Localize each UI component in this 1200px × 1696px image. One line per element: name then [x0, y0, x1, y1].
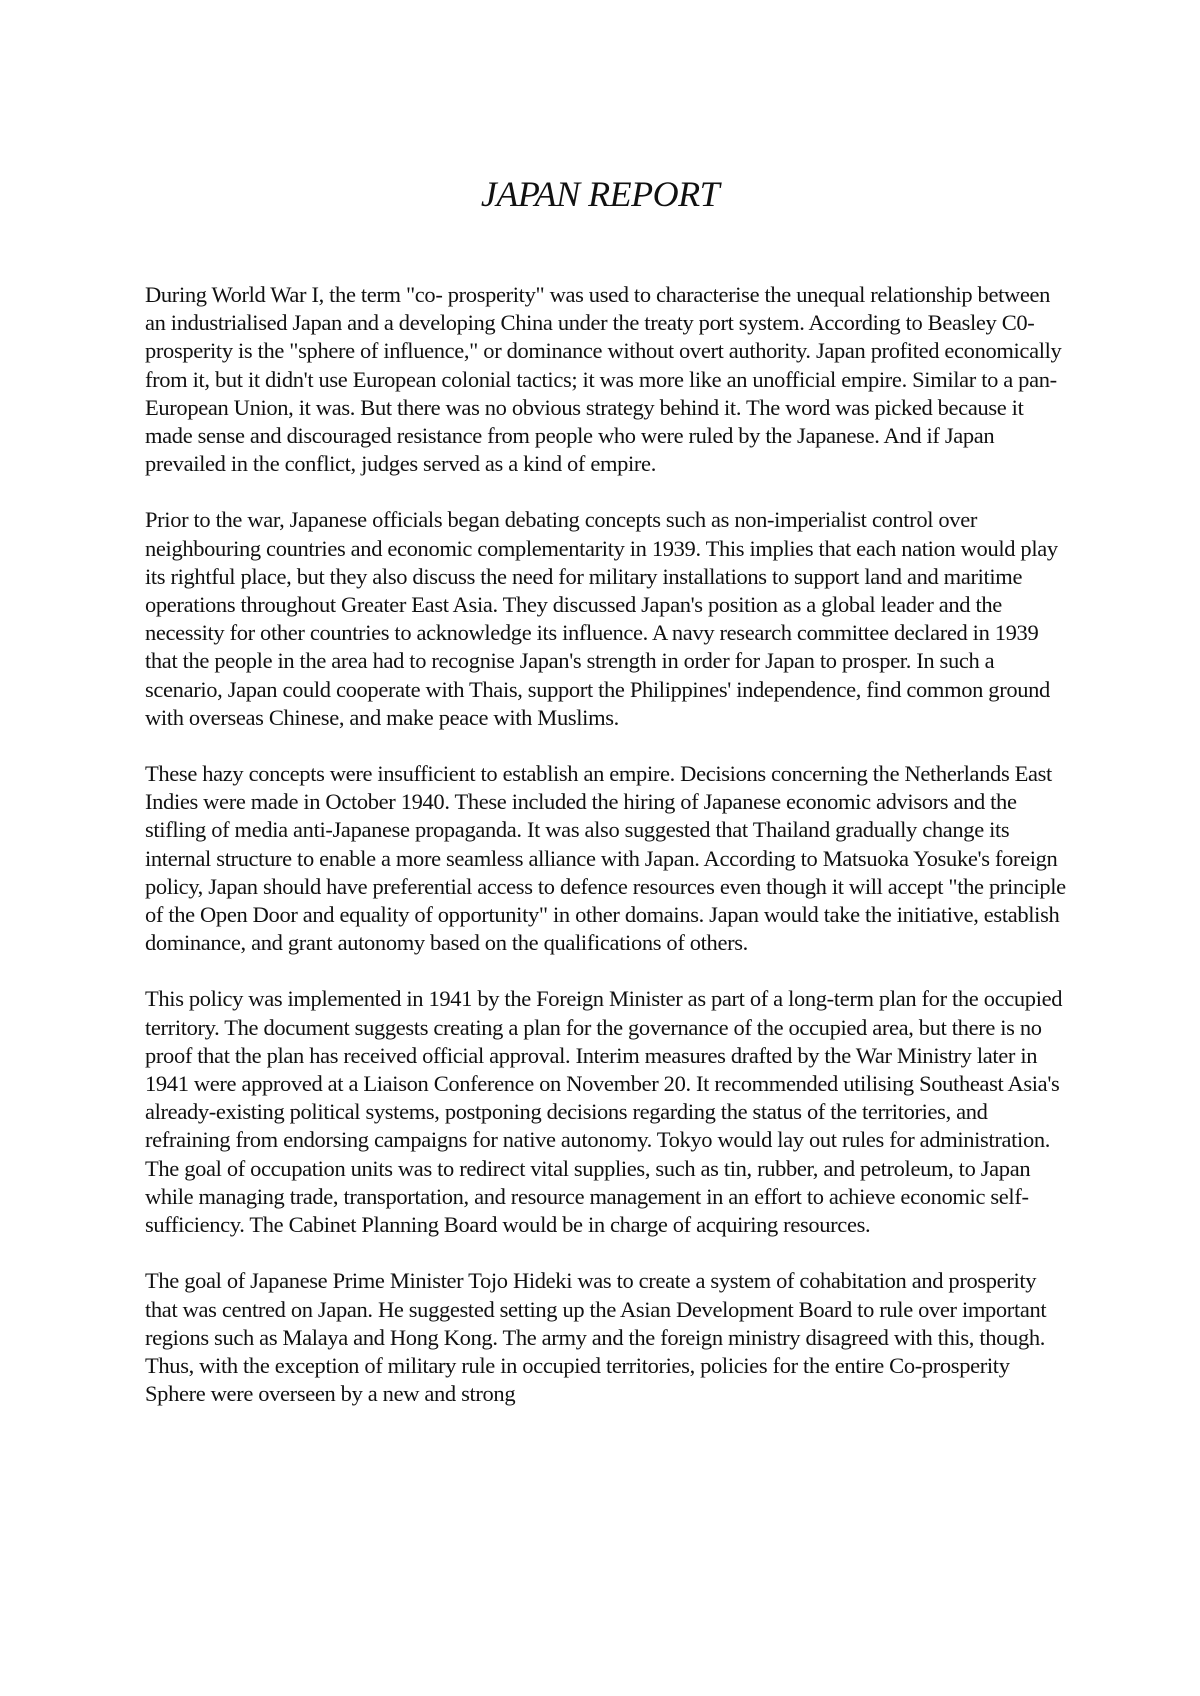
document-body	[145, 281, 1071, 1436]
paragraph-1: During World War I, the term "co- prosperity" was used to characterise the unequal relationship between an industrialised Japan and a developing China under the treaty port system. According to Beasley C0-prosperity is the "sphere of influence," or dominance without overt authority. Japan profited economically from it, but it didn't use European colonial tactics; it was more like an unofficial empire. Similar to a pan-European Union, it was. But there was no obvious strategy behind it. The word was picked because it made sense and discouraged resistance from people who were ruled by the Japanese. And if Japan prevailed in the conflict, judges served as a kind of empire.	[145, 282, 1062, 477]
document-title: JAPAN REPORT	[480, 174, 720, 214]
paragraph-3: These hazy concepts were insufficient to establish an empire. Decisions concerning the Netherlands East Indies were made in October 1940. These included the hiring of Japanese economic advisors and the stifling of media anti-Japanese propaganda. It was also suggested that Thailand gradually change its internal structure to enable a more seamless alliance with Japan. According to Matsuoka Yosuke's foreign policy, Japan should have preferential access to defence resources even though it will accept "the principle of the Open Door and equality of opportunity" in other domains. Japan would take the initiative, establish dominance, and grant autonomy based on the qualifications of others.	[145, 761, 1066, 956]
paragraph-4: This policy was implemented in 1941 by the Foreign Minister as part of a long-term plan for the occupied territory. The document suggests creating a plan for the governance of the occupied area, but there is no proof that the plan has received official approval. Interim measures drafted by the War Ministry later in 1941 were approved at a Liaison Conference on November 20. It recommended utilising Southeast Asia's already-existing political systems, postponing decisions regarding the status of the territories, and refraining from endorsing campaigns for native autonomy. Tokyo would lay out rules for administration. The goal of occupation units was to redirect vital supplies, such as tin, rubber, and petroleum, to Japan while managing trade, transportation, and resource management in an effort to achieve economic self-sufficiency. The Cabinet Planning Board would be in charge of acquiring resources.	[145, 986, 1063, 1238]
paragraph-2: Prior to the war, Japanese officials began debating concepts such as non-imperialist control over neighbouring countries and economic complementarity in 1939. This implies that each nation would play its rightful place, but they also discuss the need for military installations to support land and maritime operations throughout Greater East Asia. They discussed Japan's position as a global leader and the necessity for other countries to acknowledge its influence. A navy research committee declared in 1939 that the people in the area had to recognise Japan's strength in order for Japan to prosper. In such a scenario, Japan could cooperate with Thais, support the Philippines' independence, find common ground with overseas Chinese, and make peace with Muslims.	[145, 507, 1058, 730]
paragraph-5: The goal of Japanese Prime Minister Tojo Hideki was to create a system of cohabitation and prosperity that was centred on Japan. He suggested setting up the Asian Development Board to rule over important regions such as Malaya and Hong Kong. The army and the foreign ministry disagreed with this, though. Thus, with the exception of military rule in occupied territories, policies for the entire Co-prosperity Sphere were overseen by a new and strong	[145, 1268, 1047, 1407]
